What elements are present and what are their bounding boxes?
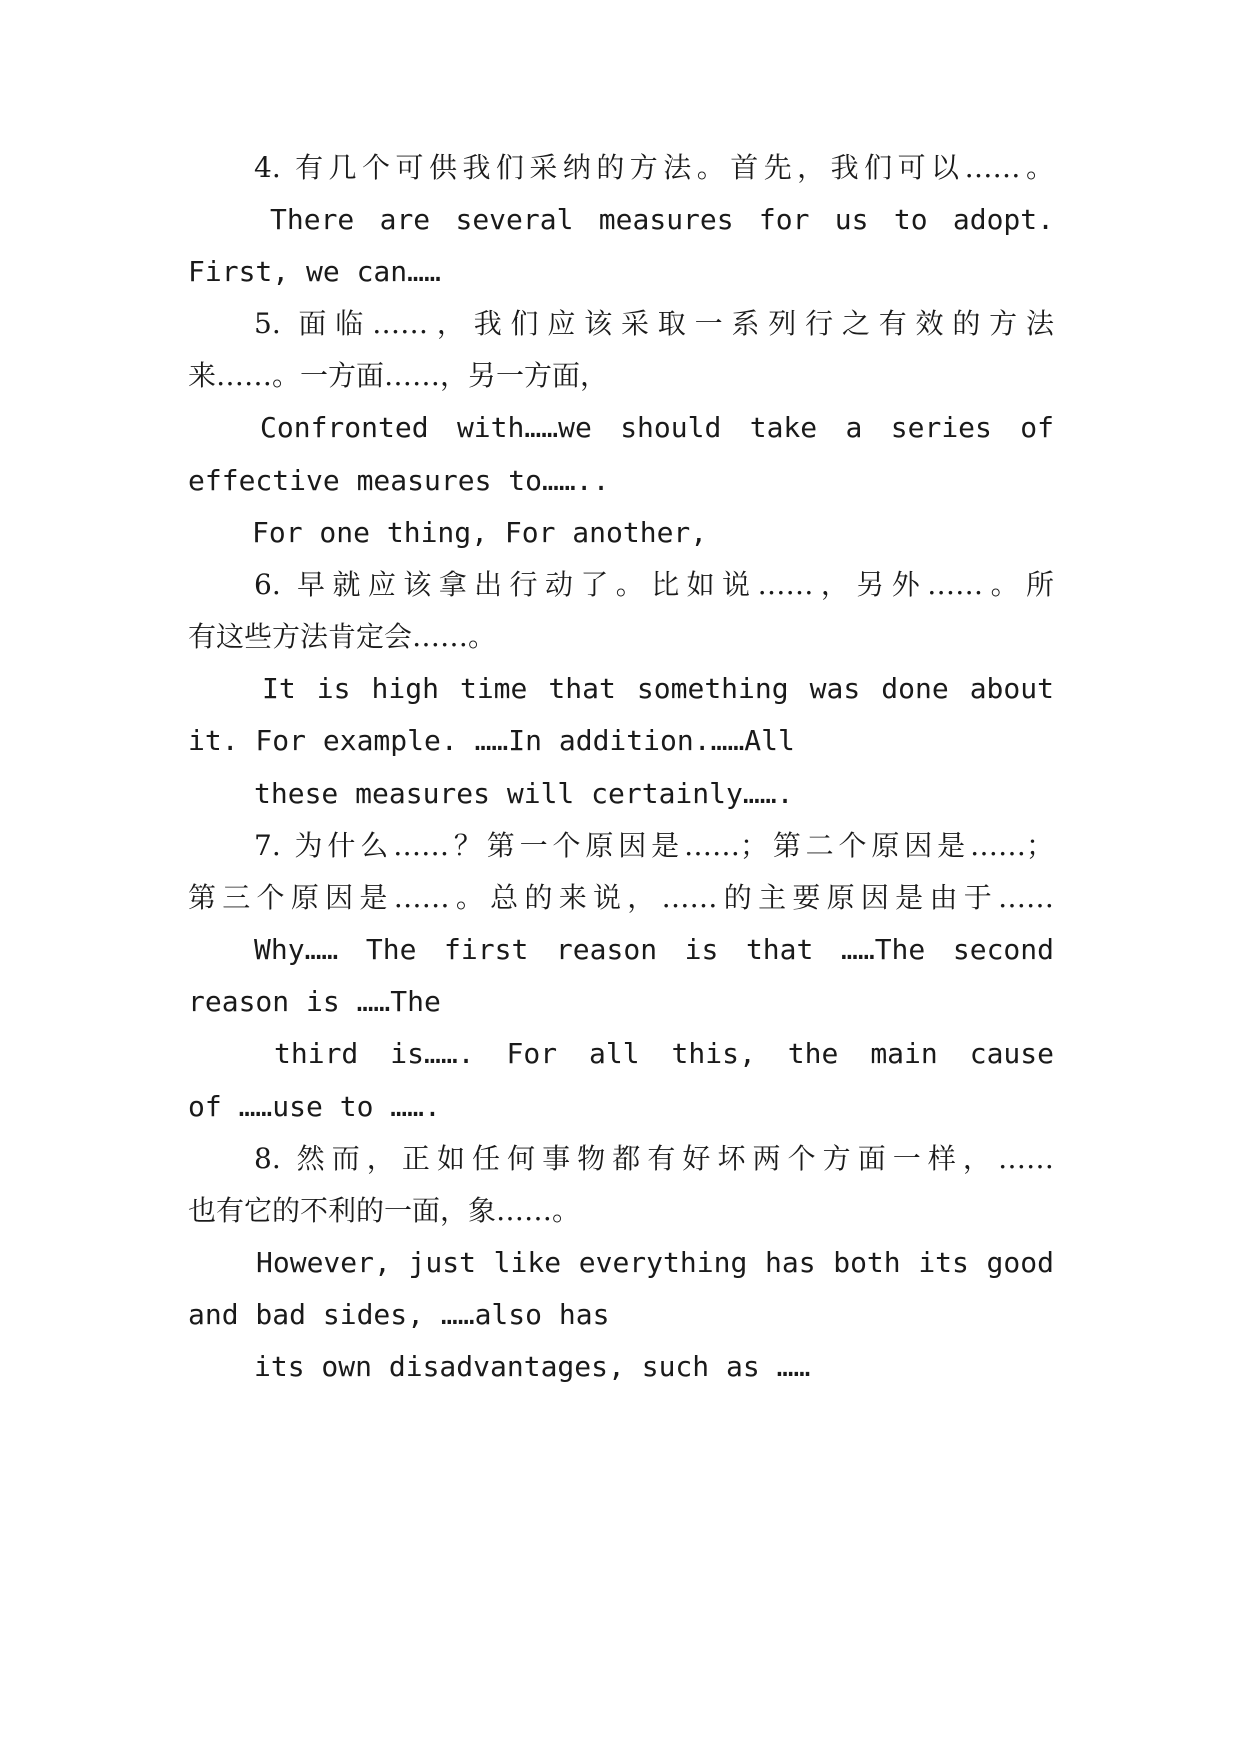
text-line-7-en: Why…… The first reason is that ……The second [254, 933, 1054, 966]
text-line-5-zh-cont: 来……。一方面……，另一方面， [188, 359, 609, 392]
text-line-5-en: Confronted with……we should take a series of [260, 411, 1054, 444]
text-line-7-en-cont2: third is……. For all this, the main cause [274, 1037, 1054, 1070]
text-line-8-zh-cont: 也有它的不利的一面，象……。 [188, 1194, 581, 1227]
text-line-5-en-cont: effective measures to…….. [188, 464, 610, 497]
text-line-7-zh-cont: 第三个原因是……。总的来说，……的主要原因是由于…… [188, 881, 1054, 914]
text-line-6-en-cont2: these measures will certainly……. [254, 777, 794, 810]
text-line-6-zh-cont: 有这些方法肯定会……。 [188, 620, 497, 653]
text-line-8-en-cont2: its own disadvantages, such as …… [254, 1350, 811, 1383]
text-line-5-en-cont2: For one thing, For another, [252, 516, 708, 549]
text-line-4-en: There are several measures for us to adopt. [270, 203, 1054, 236]
text-line-8-zh: 8. 然而，正如任何事物都有好坏两个方面一样，…… [254, 1142, 1054, 1175]
text-line-8-en: However, just like everything has both its good [256, 1246, 1054, 1279]
text-line-5-zh: 5. 面临……，我们应该采取一系列行之有效的方法 [254, 307, 1054, 340]
text-line-7-en-cont3: of ……use to ……. [188, 1090, 441, 1123]
text-line-6-zh: 6. 早就应该拿出行动了。比如说……，另外……。所 [254, 568, 1054, 601]
text-line-7-zh: 7. 为什么……？第一个原因是……；第二个原因是……； [254, 829, 1054, 862]
text-line-4-zh: 4. 有几个可供我们采纳的方法。首先，我们可以……。 [254, 151, 1054, 184]
text-line-7-en-cont: reason is ……The [188, 985, 441, 1018]
text-line-8-en-cont: and bad sides, ……also has [188, 1298, 610, 1331]
text-line-4-en-cont: First, we can…… [188, 255, 441, 288]
text-line-6-en: It is high time that something was done about [262, 672, 1054, 705]
text-line-6-en-cont: it. For example. ……In addition.……All [188, 724, 795, 757]
